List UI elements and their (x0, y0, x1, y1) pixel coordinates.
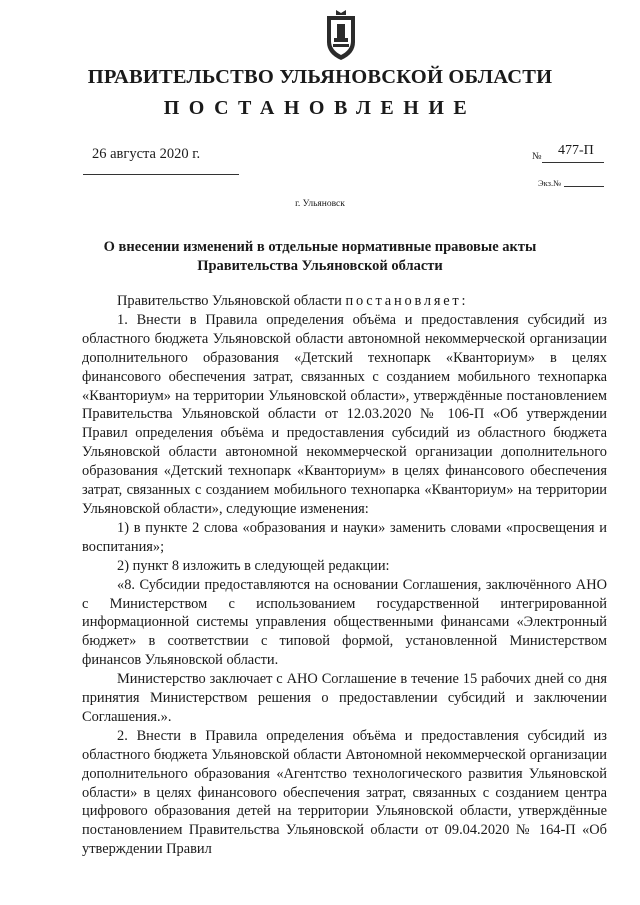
paragraph-5: Министерство заключает с АНО Соглашение в течение 15 рабочих дней со дня принятия Министерством решения о предоставлении субсидий и заключении Соглашения.». (82, 671, 607, 725)
paragraph-3: 2) пункт 8 изложить в следующей редакции: (117, 557, 390, 574)
government-title: ПРАВИТЕЛЬСТВО УЛЬЯНОВСКОЙ ОБЛАСТИ (87, 66, 553, 88)
copy-number-label: Экз.№ (538, 178, 562, 188)
intro-spaced-word: постановляет: (345, 293, 469, 309)
coat-of-arms-icon (323, 8, 359, 62)
paragraph-1: 1. Внести в Правила определения объёма и предоставления субсидий из областного бюджета Ульяновской области автономной некоммерческой организации дополнительного образования «Детский технопарк «Кванториум» в целях финансового обеспечения затрат, связанных с созданием мобильного технопарка «Кванториум» на территории Ульяновской области», утверждённые постановлением Правительства Ульяновской области от 12.03.2020 № 106-П «Об утверждении Правил определения объёма и предоставления субсидий из областного бюджета Ульяновской области автономной некоммерческой организации дополнительного образования «Детский технопарк «Кванториум» в целях финансового обеспечения затрат, связанных с созданием мобильного технопарка «Кванториум» на территории Ульяновской области», следующие изменения: (82, 311, 607, 517)
document-number: 477-П (558, 143, 594, 158)
number-underline (542, 162, 604, 163)
city-name: г. Ульяновск (295, 199, 345, 209)
document-type: ПОСТАНОВЛЕНИЕ (163, 97, 477, 119)
document-date: 26 августа 2020 г. (92, 146, 201, 162)
number-sign: № (532, 151, 542, 162)
intro-text: Правительство Ульяновской области (117, 293, 342, 309)
paragraph-2: 1) в пункте 2 слова «образования и науки» заменить словами «просвещения и воспитания»; (82, 519, 607, 555)
paragraph-6: 2. Внести в Правила определения объёма и предоставления субсидий из областного бюджета Ульяновской области Автономной некоммерческой организации дополнительного образования «Агентство технологического развития Ульяновской области» в целях финансового обеспечения затрат, связанных с созданием центра цифрового образования детей на территории Ульяновской области, утверждённые постановлением Правительства Ульяновской области от 09.04.2020 № 164-П «Об утверждении Правил (82, 727, 607, 858)
subject-line-2: Правительства Ульяновской области (197, 258, 443, 274)
intro-paragraph (82, 292, 607, 311)
document-body (82, 292, 607, 859)
document-subject (60, 238, 580, 276)
subject-line-1: О внесении изменений в отдельные нормативные правовые акты (103, 239, 537, 255)
copy-number-underline (564, 186, 604, 187)
date-underline (83, 174, 239, 175)
paragraph-4: «8. Субсидии предоставляются на основании Соглашения, заключённого АНО с Министерством с использованием государственной интегрированной информационной системы управления общественными финансами «Электронный бюджет» в соответствии с типовой формой, установленной Министерством финансов Ульяновской области. (82, 576, 607, 669)
